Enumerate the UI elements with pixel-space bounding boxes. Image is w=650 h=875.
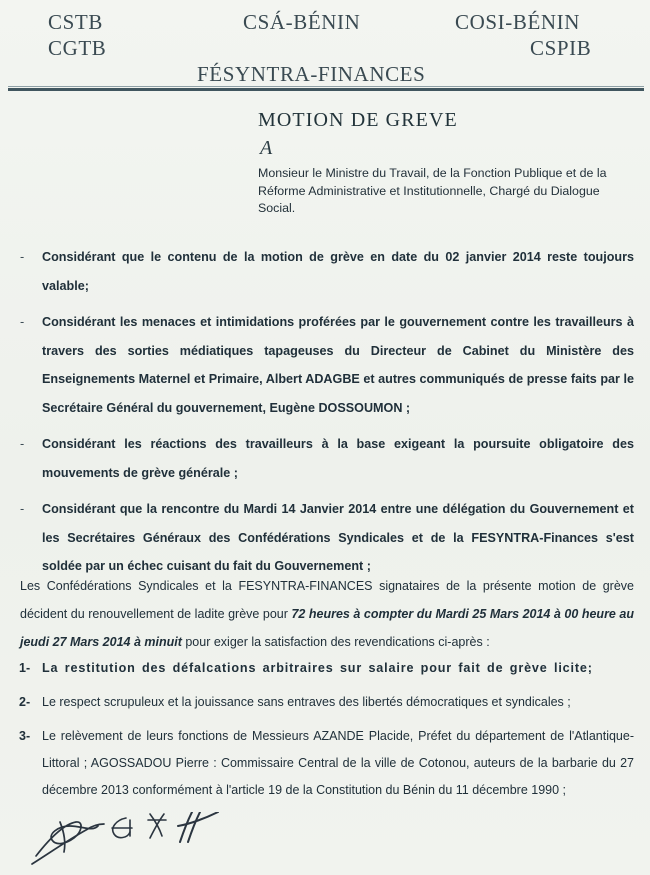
page-title: MOTION DE GREVE xyxy=(258,109,458,131)
union-name-csa-benin: CSÁ-BÉNIN xyxy=(243,10,361,34)
demand-number: 3- xyxy=(19,729,31,743)
union-name-fesyntra-finances: FÉSYNTRA-FINANCES xyxy=(197,62,426,86)
demand-text: Le respect scrupuleux et la jouissance sans entraves des libertés démocratiques et syndicales ; xyxy=(42,695,571,709)
union-name-cstb: CSTB xyxy=(48,10,103,34)
demand-text: Le relèvement de leurs fonctions de Messieurs AZANDE Placide, Préfet du département de l'Atlantique-Littoral ; AGOSSADOU Pierre : Commissaire Central de la ville de Cotonou, auteurs de la barbarie du 27 décembre 2013 conformément à l'article 19 de la Constitution du Bénin du 11 décembre 1990 ; xyxy=(42,729,634,797)
demand-number: 1- xyxy=(19,661,31,675)
demand-item xyxy=(18,689,634,716)
divider-line-thin xyxy=(8,86,644,87)
considerant-text: Considérant que le contenu de la motion de grève en date du 02 janvier 2014 reste toujours valable; xyxy=(42,250,634,293)
union-row-1 xyxy=(0,10,650,36)
considerant-item xyxy=(18,430,634,487)
declaration-text-part2: pour exiger la satisfaction des revendications ci-après : xyxy=(181,635,490,649)
title-block xyxy=(258,108,648,218)
addressee-text: Monsieur le Ministre du Travail, de la Fonction Publique et de la Réforme Administrative et Institutionnelle, Chargé du Dialogue Social. xyxy=(258,166,607,215)
demands-list xyxy=(18,655,634,811)
signature-block xyxy=(30,812,290,872)
declaration-paragraph xyxy=(20,572,634,656)
declaration-text-part1: Les Confédérations Syndicales et la FESYNTRA-FINANCES signataires de la présente motion de grève décident du renouvellement de ladite grève pour xyxy=(20,579,634,621)
list-bullet-dash: - xyxy=(20,250,25,264)
considerant-item xyxy=(18,495,634,581)
union-row-2 xyxy=(0,36,650,62)
list-bullet-dash: - xyxy=(20,502,25,516)
considerant-text: Considérant les réactions des travailleurs à la base exigeant la poursuite obligatoire des mouvements de grève générale ; xyxy=(42,437,634,480)
divider-line-thick xyxy=(8,88,644,91)
addressee-marker: A xyxy=(260,137,273,159)
demand-item xyxy=(18,655,634,682)
demand-text: La restitution des défalcations arbitraires sur salaire pour fait de grève licite; xyxy=(42,661,593,675)
demand-number: 2- xyxy=(19,695,31,709)
union-row-3 xyxy=(0,62,650,88)
demand-item xyxy=(18,723,634,804)
considerant-item xyxy=(18,243,634,300)
considerants-list xyxy=(18,243,634,589)
list-bullet-dash: - xyxy=(20,315,25,329)
considerant-item xyxy=(18,308,634,422)
union-name-cgtb: CGTB xyxy=(48,36,107,60)
considerant-text: Considérant les menaces et intimidations proférées par le gouvernement contre les travailleurs à travers des sorties médiatiques tapageuses du Directeur de Cabinet du Ministère des Enseignements Maternel et Primaire, Albert ADAGBE et autres communiqués de presse faits par le Secrétaire Général du gouvernement, Eugène DOSSOUMON ; xyxy=(42,315,634,415)
header-divider xyxy=(8,86,644,91)
handwritten-signatures xyxy=(30,812,290,872)
union-name-cspib: CSPIB xyxy=(530,36,592,60)
header-unions xyxy=(0,6,650,86)
list-bullet-dash: - xyxy=(20,437,25,451)
considerant-text: Considérant que la rencontre du Mardi 14 Janvier 2014 entre une délégation du Gouvernement et les Secrétaires Généraux des Confédérations Syndicales et de la FESYNTRA-Finances s'est soldée par un échec cuisant du fait du Gouvernement ; xyxy=(42,502,634,573)
declaration-emphasis: 72 heures à compter du Mardi 25 Mars 2014 à 00 heure au jeudi 27 Mars 2014 à minuit xyxy=(20,607,635,649)
union-name-cosi-benin: COSI-BÉNIN xyxy=(455,10,580,34)
